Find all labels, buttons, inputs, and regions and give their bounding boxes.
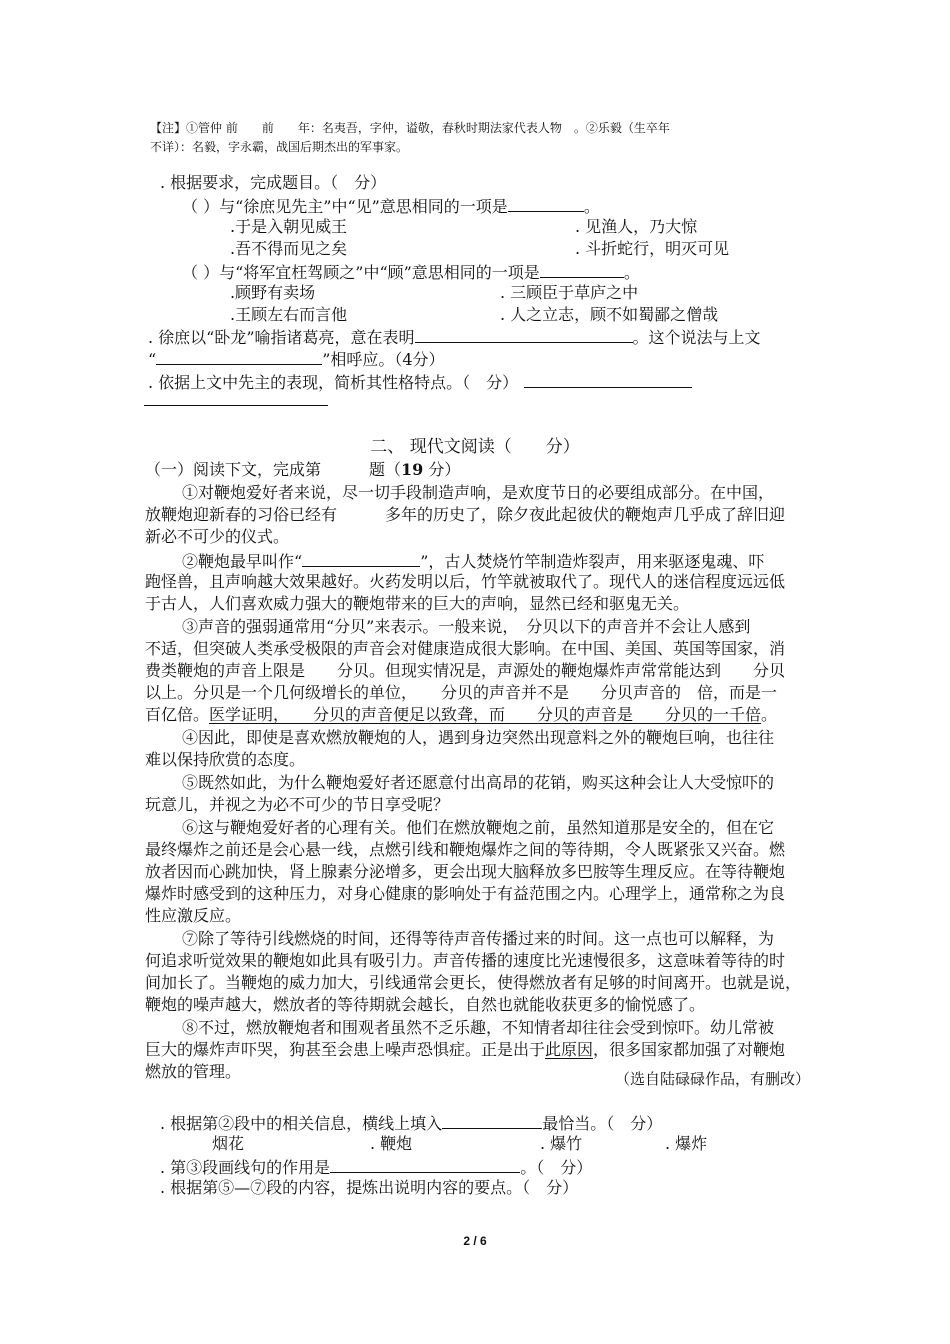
q-modern-1-option-c: . 爆竹	[540, 1134, 583, 1153]
p2-line-3: 于古人，人们喜欢威力强大的鞭炮带来的巨大的声响，显然已经和驱鬼无关。	[145, 594, 690, 613]
p6-line-1: ⑥这与鞭炮爱好者的心理有关。他们在燃放鞭炮之前，虽然知道那是安全的，但在它	[182, 818, 775, 837]
p7-line-3: 间加长了。当鞭炮的威力加大，引线通常会更长，使得燃放者有足够的时间离开。也就是说，	[145, 973, 802, 992]
q-modern-2-blank[interactable]	[330, 1156, 520, 1173]
sub2-text: （ ）与“将军宜枉驾顾之”中“顾”意思相同的一项是	[182, 263, 540, 282]
q-modern-1-option-a: 烟花	[212, 1134, 245, 1153]
p4-line-1: ④因此，即使是喜欢燃放鞭炮的人，遇到身边突然出现意料之外的鞭炮巨响，也往往	[182, 728, 775, 747]
sub1-blank[interactable]	[508, 195, 584, 212]
p3-line-3: 费类鞭炮的声音上限是 分贝。但现实情况是，声源处的鞭炮爆炸声常常能达到 分贝	[145, 661, 786, 680]
section-2-title: 二、 现代文阅读（ 分）	[370, 437, 580, 457]
sub2-option-d: . 人之立志，顾不如蜀鄙之僧哉	[500, 305, 719, 324]
part-1-heading: （一）阅读下文，完成第 题（19 分）	[145, 460, 461, 479]
sub2-option-a: .顾野有卖场	[230, 283, 316, 302]
q-modern-1-blank[interactable]	[442, 1112, 542, 1129]
note-line-2: 不详）：名毅，字永霸，战国后期杰出的军事家。	[150, 140, 409, 154]
sub2-end: 。	[623, 263, 640, 282]
p2-line-1: ②鞭炮最早叫作“ ”，古人焚烧竹竿制造炸裂声，用来驱逐鬼魂、吓	[182, 552, 765, 571]
q-modern-1-option-d: . 爆炸	[665, 1134, 708, 1153]
sub2-blank[interactable]	[540, 261, 624, 278]
p6-line-5: 性应激反应。	[145, 906, 242, 925]
sub1-option-d: . 斗折蛇行，明灭可见	[575, 239, 730, 258]
note-line-1: 【注】①管仲 前 前 年：名夷吾，字仲，谥敬，春秋时期法家代表人物 。②乐毅（生卒年	[150, 121, 670, 135]
p7-line-1: ⑦除了等待引线燃烧的时间，还得等待声音传播过来的时间。这一点也可以解释，为	[182, 929, 775, 948]
q2-blank-2[interactable]	[156, 348, 322, 365]
p6-line-3: 放者因而心跳加快，肾上腺素分泌增多，更会出现大脑释放多巴胺等生理反应。在等待鞭炮	[145, 862, 786, 881]
p7-line-4: 鞭炮的噪声越大，燃放者的等待期就会越长，自然也就能收获更多的愉悦感了。	[145, 995, 706, 1014]
p3-line-1: ③声音的强弱通常用“分贝”来表示。一般来说， 分贝以下的声音并不会让人感到	[182, 617, 751, 636]
q-modern-2: . 第③段画线句的作用是 。（ 分）	[160, 1158, 593, 1177]
q-classical-sub2	[182, 261, 640, 283]
p3-underlined-sentence: 医学证明， 分贝的声音便足以致聋，而 分贝的声音是 分贝的一千倍	[209, 705, 762, 724]
p1-line-1: ①对鞭炮爱好者来说，尽一切手段制造声响，是欢度节日的必要组成部分。在中国，	[182, 483, 775, 502]
p5-line-1: ⑤既然如此，为什么鞭炮爱好者还愿意付出高昂的花销，购买这种会让人大受惊吓的	[182, 773, 775, 792]
q3-blank-1[interactable]	[524, 371, 692, 388]
sub1-option-b: . 见渔人，乃大惊	[575, 217, 698, 236]
p7-line-2: 何追求听觉效果的鞭炮如此具有吸引力。声音传播的速度比光速慢很多，这意味着等待的时	[145, 951, 786, 970]
p3-line-2: 不适，但突破人类承受极限的声音会对健康造成很大影响。在中国、美国、英国等国家，消	[145, 639, 786, 658]
page-number: 2 / 6	[463, 1234, 487, 1248]
p2-line-2: 跑怪兽，且声响越大效果越好。火药发明以后，竹竿就被取代了。现代人的迷信程度远远低	[145, 572, 786, 591]
p8-underlined-phrase: 此原因	[545, 1040, 594, 1059]
q2-blank-1[interactable]	[415, 326, 633, 343]
p1-line-3: 新必不可少的仪式。	[145, 527, 290, 546]
p1-line-2: 放鞭炮迎新春的习俗已经有 多年的历史了，除夕夜此起彼伏的鞭炮声几乎成了辞旧迎	[145, 505, 786, 524]
passage-source: （选自陆碌碌作品，有删改）	[614, 1070, 810, 1088]
sub1-text: （ ）与“徐庶见先主”中“见”意思相同的一项是	[182, 197, 508, 216]
sub1-option-c: .吾不得而见之矣	[230, 239, 348, 258]
sub1-option-a: .于是入朝见威王	[230, 217, 348, 236]
p6-line-4: 爆炸时感受到的这种压力，对身心健康的影响处于有益范围之内。心理学上，通常称之为良	[145, 884, 786, 903]
sub2-option-c: .王顾左右而言他	[230, 305, 348, 324]
p8-line-2: 巨大的爆炸声吓哭，狗甚至会患上噪声恐惧症。正是出于此原因，很多国家都加强了对鞭炮	[145, 1040, 786, 1059]
sub1-end: 。	[583, 197, 600, 216]
p3-line-4: 以上。分贝是一个几何级增长的单位， 分贝的声音并不是 分贝声音的 倍，而是一	[145, 683, 778, 702]
p8-line-3: 燃放的管理。	[145, 1062, 242, 1081]
q-classical-2-line1: . 徐庶以“卧龙”喻指诸葛亮，意在表明 。这个说法与上文	[148, 328, 761, 347]
p6-line-2: 最终爆炸之前还是会心悬一线，点燃引线和鞭炮爆炸之间的等待期，令人既紧张又兴奋。燃	[145, 840, 786, 859]
q-modern-1-option-b: . 鞭炮	[370, 1134, 413, 1153]
p3-line-5: 百亿倍。医学证明， 分贝的声音便足以致聋，而 分贝的声音是 分贝的一千倍。	[145, 705, 778, 724]
q-classical-2-line2: “ ”相呼应。（4分）	[148, 350, 445, 369]
q-modern-3: . 根据第⑤—⑦段的内容，提炼出说明内容的要点。（ 分）	[160, 1178, 579, 1197]
q-classical-3: . 依据上文中先主的表现，简析其性格特点。（ 分）	[148, 371, 692, 393]
q3-blank-2[interactable]	[144, 405, 328, 406]
q-classical-stem: . 根据要求，完成题目。（ 分）	[160, 173, 387, 192]
sub2-option-b: . 三顾臣于草庐之中	[500, 283, 639, 302]
q-classical-sub1	[182, 195, 600, 217]
q-modern-1: . 根据第②段中的相关信息，横线上填入 最恰当。（ 分）	[160, 1114, 663, 1133]
p5-line-2: 玩意儿，并视之为必不可少的节日享受呢？	[145, 795, 450, 814]
p8-line-1: ⑧不过，燃放鞭炮者和围观者虽然不乏乐趣，不知情者却往往会受到惊吓。幼儿常被	[182, 1018, 775, 1037]
p2-blank[interactable]	[302, 550, 420, 567]
p4-line-2: 难以保持欣赏的态度。	[145, 750, 306, 769]
